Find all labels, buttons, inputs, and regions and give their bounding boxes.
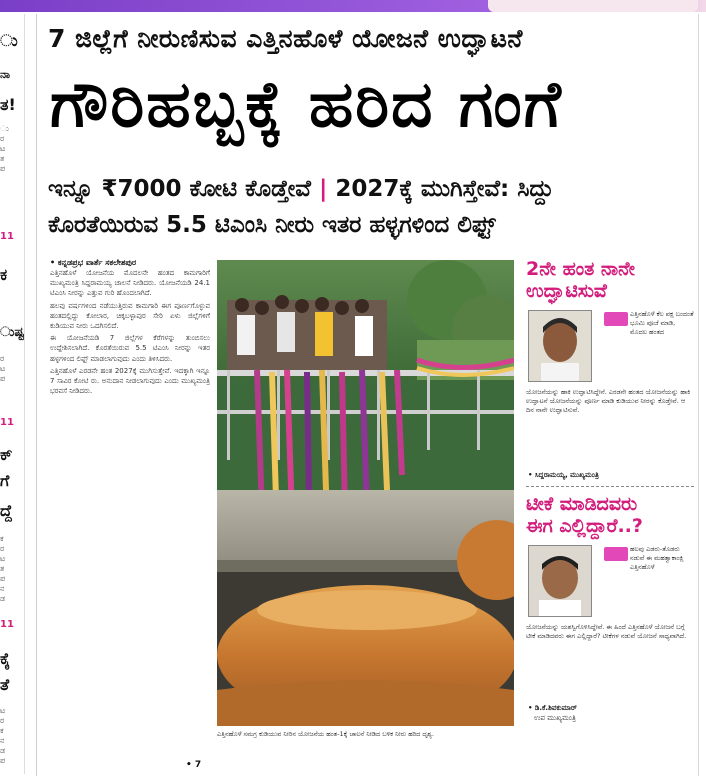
news-photo — [217, 260, 514, 726]
left-snippet: ು ರ ಟ ತ ಪ — [0, 124, 9, 173]
body-paragraph: ಹಲವು ವರ್ಷಗಳಿಂದ ನಡೆಯುತ್ತಿರುವ ಕಾಮಗಾರಿ ಈಗ ಪೂರ್ಣಗೊಳ್ಳುವ ಹಂತದಲ್ಲಿದ್ದು ಕೋಲಾರ, ಚಿಕ್ಕಬಳ್ಳಾಪುರ ಸೇರಿ ಏಳು ಜಿಲ್ಲೆಗಳಿಗೆ ಕುಡಿಯುವ ನೀರು ಒದಗಿಸಲಿದೆ. — [50, 301, 210, 331]
left-page-marker: 11 — [0, 417, 14, 428]
sidebar-1-title-line: ಉದ್ಘಾಟಿಸುವೆ — [526, 280, 607, 302]
sidebar-2-title-line: ಈಗ ಎಲ್ಲಿದ್ದಾರೆ..? — [526, 515, 643, 537]
left-fragment: ುಷ್ಟ — [0, 325, 25, 340]
sidebar-2-title-line: ಟೀಕೆ ಮಾಡಿದವರು — [526, 493, 638, 515]
portrait-photo — [528, 545, 592, 617]
sidebar-2-quote-b: ಯೋಜನೆಯನ್ನು ಯಶಸ್ವಿಗೊಳಿಸಿದ್ದೇವೆ. ಈ ಹಿಂದೆ ಎತ್ತಿನಹೊಳೆ ಯೋಜನೆ ಬಗ್ಗೆ ಟೀಕೆ ಮಾಡಿದವರು ಈಗ ಎಲ್ಲಿದ್ದಾರೆ? ಟೀಕೆಗಳ ನಡುವೆ ಯೋಜನೆ ಸಾಧ್ಯವಾಗಿದೆ. — [526, 623, 687, 641]
sidebar-2-quote-a: ಹಲವು ಎಡರು-ತೊಡರು ನಡುವೆ ಈ ಮಹತ್ವಾಕಾಂಕ್ಷಿ ಎತ್ತಿನಹೊಳೆ — [630, 545, 684, 572]
left-clipped-column — [0, 14, 25, 774]
article-body — [50, 268, 210, 398]
subhead-part-a: ಇನ್ನೂ ₹7000 ಕೋಟಿ ಕೊಡ್ತೇವೆ — [48, 176, 311, 202]
body-paragraph: ಈ ಯೋಜನೆಯಡಿ 7 ಜಿಲ್ಲೆಗಳ ಕೆರೆಗಳನ್ನು ತುಂಬಿಸಲು ಉದ್ದೇಶಿಸಲಾಗಿದೆ. ಕೊರತೆಯಿರುವ 5.5 ಟಿಎಂಸಿ ನೀರನ್ನು ಇತರ ಹಳ್ಳಗಳಿಂದ ಲಿಫ್ಟ್ ಮಾಡಲಾಗುವುದು ಎಂದು ತಿಳಿಸಿದರು. — [50, 334, 210, 363]
right-divider — [698, 14, 699, 776]
left-page-marker: 11 — [0, 619, 14, 630]
article-subhead-2: ಕೊರತೆಯಿರುವ 5.5 ಟಿಎಂಸಿ ನೀರು ಇತರ ಹಳ್ಳಗಳಿಂದ ಲಿಫ್ಟ್ — [48, 212, 496, 238]
top-color-band — [0, 0, 706, 12]
sidebar-column — [526, 258, 694, 723]
subhead-separator: | — [318, 176, 328, 202]
left-fragment: ನಾ — [0, 68, 10, 81]
sidebar-1-quote-a: ಎತ್ತಿನಹೊಳೆ ಕೆಲ ಪಕ್ಷ ಬಂದಂತೆ ಭೂಮಿ ಪೂಜೆ ಮಾಡಿ, ಮೊದಲ ಹಂತದ — [630, 310, 694, 337]
sidebar-1-attribution: • ಸಿದ್ದರಾಮಯ್ಯ, ಮುಖ್ಯಮಂತ್ರಿ — [528, 471, 599, 479]
left-snippet: ರ ಟ ಪ — [0, 354, 6, 383]
sidebar-2-attribution-role: ಉಪ ಮುಖ್ಯಮಂತ್ರಿ — [534, 714, 576, 722]
sidebar-1-quote-block — [526, 310, 694, 480]
left-fragment: ತ! — [0, 95, 16, 114]
top-decoration — [488, 0, 698, 12]
sidebar-2-quote-block — [526, 545, 694, 723]
left-page-marker: 11 — [0, 231, 14, 242]
left-fragment: ಗೆ — [0, 471, 10, 490]
article-subhead-1 — [48, 176, 698, 202]
left-snippet: ಟ ರ ಕ ನ ಡ ಪ — [0, 706, 6, 765]
left-fragment: ು — [0, 31, 18, 50]
body-paragraph: ಎತ್ತಿನಹೊಳೆ ಯೋಜನೆಯ ಮೊದಲನೇ ಹಂತದ ಕಾಮಗಾರಿಗೆ ಮುಖ್ಯಮಂತ್ರಿ ಸಿದ್ದರಾಮಯ್ಯ ಚಾಲನೆ ನೀಡಿದರು. ಯೋಜನೆಯಡಿ 24.1 ಟಿಎಂಸಿ ನೀರನ್ನು ಎತ್ತುವ ಗುರಿ ಹೊಂದಲಾಗಿದೆ. — [50, 269, 210, 298]
article-kicker: 7 ಜಿಲ್ಲೆಗೆ ನೀರುಣಿಸುವ ಎತ್ತಿನಹೊಳೆ ಯೋಜನೆ ಉದ್ಘಾಟನೆ — [48, 24, 523, 53]
sidebar-separator — [526, 486, 694, 487]
article-byline: • ಕನ್ನಡಪ್ರಭ ವಾರ್ತೆ ಸಕಲೇಶಪುರ — [50, 258, 137, 267]
photo-caption: ಎತ್ತಿನಹೊಳೆ ಸಮಗ್ರ ಕುಡಿಯುವ ನೀರಿನ ಯೋಜನೆಯ ಹಂತ-1ಕ್ಕೆ ಚಾಲನೆ ನೀಡಿದ ಬಳಿಕ ನೀರು ಹರಿದ ದೃಶ್ಯ. — [217, 730, 434, 738]
sidebar-1-title-line: 2ನೇ ಹಂತ ನಾನೇ — [526, 258, 635, 280]
sidebar-1-title — [526, 258, 694, 302]
quote-badge — [604, 547, 628, 561]
portrait-illustration — [529, 546, 591, 616]
left-fragment: ಕೈ — [0, 649, 11, 668]
left-fragment: ಕ — [0, 265, 8, 284]
quote-badge — [604, 312, 628, 326]
sidebar-2-title — [526, 493, 694, 537]
subhead-part-b: 2027ಕ್ಕೆ ಮುಗಿಸ್ತೇವೆ: ಸಿದ್ದು — [335, 176, 554, 202]
portrait-illustration — [529, 311, 591, 381]
sidebar-2-attribution: • ಡಿ.ಕೆ.ಶಿವಕುಮಾರ್ — [528, 704, 577, 712]
body-paragraph: ಎತ್ತಿನಹೊಳೆ ಎರಡನೇ ಹಂತ 2027ಕ್ಕೆ ಮುಗಿಸುತ್ತೇವೆ. ಇದಕ್ಕಾಗಿ ಇನ್ನೂ 7 ಸಾವಿರ ಕೋಟಿ ರು. ಅನುದಾನ ನೀಡಲಾಗುವುದು ಎಂದು ಮುಖ್ಯಮಂತ್ರಿ ಭರವಸೆ ನೀಡಿದರು. — [50, 366, 210, 396]
continued-page-ref: • 7 — [186, 760, 202, 770]
article-headline: ಗೌರಿಹಬ್ಬಕ್ಕೆ ಹರಿದ ಗಂಗೆ — [50, 68, 563, 142]
photo-illustration — [217, 260, 514, 726]
left-snippet: ಕ ರ ಟ ತ ಪ ನ ಡ — [0, 534, 6, 603]
left-fragment: ದ್ದೆ — [0, 501, 13, 520]
column-divider — [36, 14, 37, 776]
portrait-photo — [528, 310, 592, 382]
left-fragment: ತೆ — [0, 675, 10, 694]
left-fragment: ಕ್ — [0, 445, 13, 464]
sidebar-1-quote-b: ಯೋಜನೆಯನ್ನು ಹಾಕಿ ಉದ್ಘಾಟಿಸಿದ್ದೇನೆ. ಎರಡನೇ ಹಂತದ ಯೋಜನೆಯನ್ನು ಹಾಕಿ ಉದ್ಘಾಟನೆ ಯೋಜನೆಯನ್ನು ಪೂರ್ಣ ಮಾಡಿ ಕುಡಿಯುವ ನೀರನ್ನು ಕೊಡ್ತೇವೆ. ಆ ದಿನ ನಾನೇ ಉದ್ಘಾಟಿಸುವೆ. — [526, 388, 691, 415]
